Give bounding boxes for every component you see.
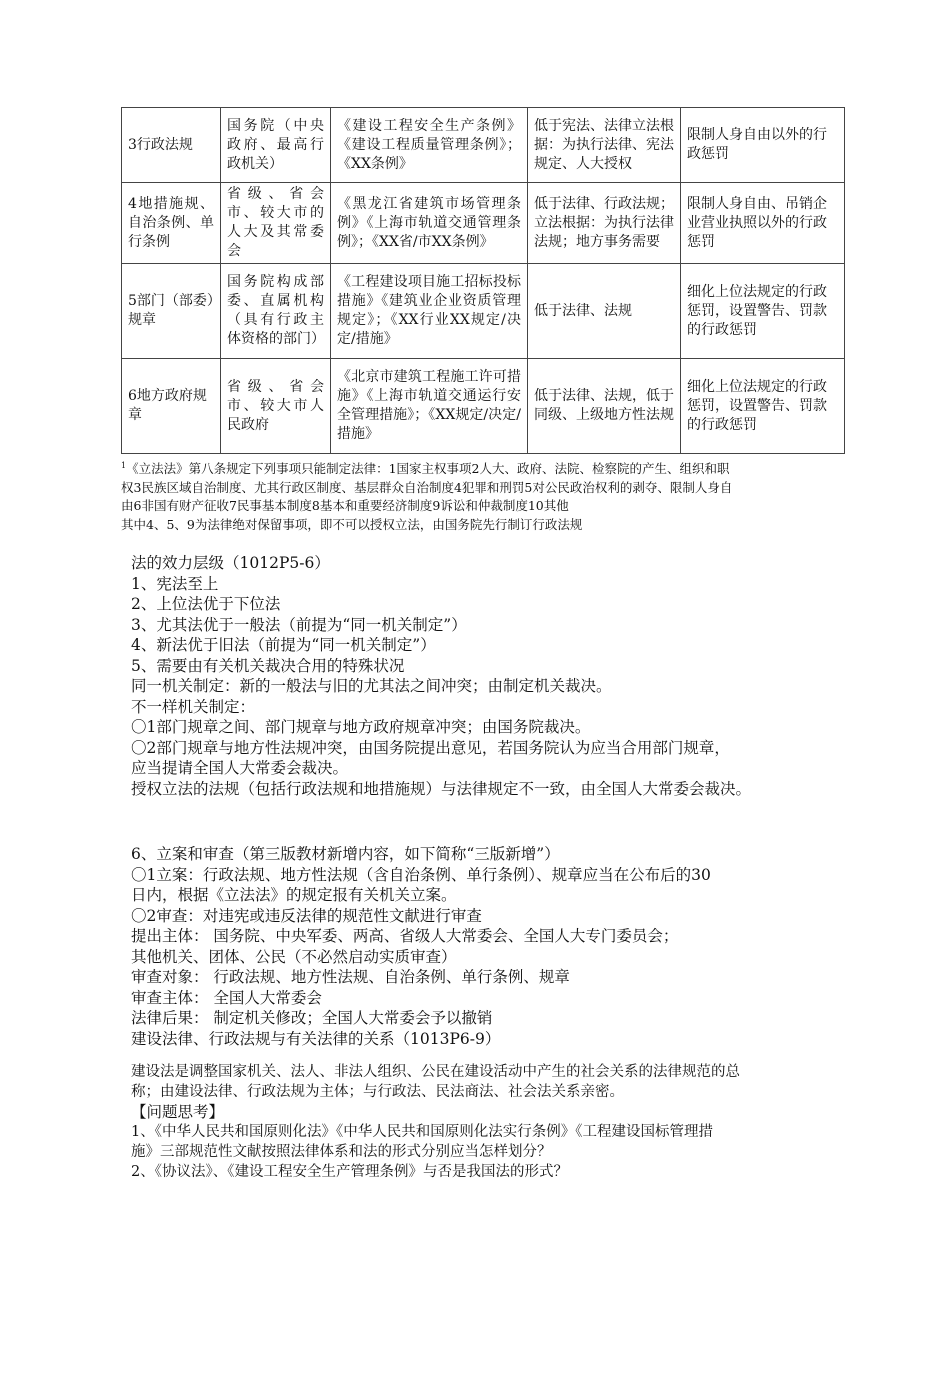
position-cell: 低于法律、法规，低于同级、上级地方性法规 xyxy=(528,359,681,454)
paragraph: 其他机关、团体、公民（不必然启动实质审查） xyxy=(131,947,457,966)
filing-review-section xyxy=(131,844,861,1049)
table-row xyxy=(122,359,845,454)
law-name-cell: 5部门（部委）规章 xyxy=(122,264,221,359)
paragraph: 提出主体： 国务院、中央军委、两高、省级人大常委会、全国人大专门委员会； xyxy=(131,927,679,945)
paragraph: 〇1部门规章之间、部门规章与地方政府规章冲突；由国务院裁决。 xyxy=(131,718,591,736)
section-heading: 建设法律、行政法规与有关法律的关系（1013P6-9） xyxy=(131,1029,501,1048)
paragraph: 称；由建设法律、行政法规为主体；与行政法、民法商法、社会法关系亲密。 xyxy=(131,1084,624,1100)
position-cell: 低于法律、行政法规；立法根据：为执行法律法规；地方事务需要 xyxy=(528,183,681,264)
list-item: 3、尤其法优于一般法（前提为“同一机关制定”） xyxy=(131,615,467,634)
paragraph: 〇2部门规章与地方性法规冲突，由国务院提出意见，若国务院认为应当合用部门规章， xyxy=(131,738,730,757)
list-item: 2、上位法优于下位法 xyxy=(131,595,281,613)
paragraph: 〇2审查：对违宪或违反法律的规范性文献进行审查 xyxy=(131,906,482,925)
question: 1、《中华人民共和国原则化法》《中华人民共和国原则化法实行条例》《工程建设国标管理措 xyxy=(131,1124,713,1140)
enacting-organ-cell: 省级、省会市、较大市的人大及其常委会 xyxy=(221,183,331,264)
examples-cell: 《黑龙江省建筑市场管理条例》《上海市轨道交通管理条例》；《XX省/市XX条例》 xyxy=(331,183,528,264)
law-forms-table xyxy=(121,107,845,454)
table-row xyxy=(122,264,845,359)
list-item: 5、需要由有关机关裁决合用的特殊状况 xyxy=(131,656,405,675)
footnote-mark: 1 xyxy=(121,461,127,470)
footnote-line: $^1$《立法法》第八条规定下列事项只能制定法律：1国家主权事项2人大、政府、法院、检察院的产生、组织和职 xyxy=(121,461,730,477)
footnote-line: 由6非国有财产征收7民事基本制度8基本和重要经济制度9诉讼和仲裁制度10其他 xyxy=(121,498,569,514)
list-item: 4、新法优于旧法（前提为“同一机关制定”） xyxy=(131,636,436,654)
paragraph: 不一样机关制定： xyxy=(131,697,256,716)
footnote-line: 其中4、5、9为法律绝对保留事项，即不可以授权立法，由国务院先行制订行政法规 xyxy=(121,516,583,532)
question: 施》三部规范性文献按照法律体系和法的形式分别应当怎样划分？ xyxy=(131,1144,552,1160)
paragraph: 审查对象： 行政法规、地方性法规、自治条例、单行条例、规章 xyxy=(131,968,570,986)
paragraph: 建设法是调整国家机关、法人、非法人组织、公民在建设活动中产生的社会关系的法律规范的总 xyxy=(131,1064,740,1080)
examples-cell: 《建设工程安全生产条例》《建设工程质量管理条例》；《XX条例》 xyxy=(331,108,528,183)
section-heading: 6、立案和审查（第三版教材新增内容，如下简称“三版新增”） xyxy=(131,845,560,863)
position-cell: 低于宪法、法律立法根据：为执行法律、宪法规定、人大授权 xyxy=(528,108,681,183)
paragraph: 日内，根据《立法法》的规定报有关机关立案。 xyxy=(131,886,457,904)
examples-cell: 《北京市建筑工程施工许可措施》《上海市轨道交通运行安全管理措施》；《XX规定/决定/措施》 xyxy=(331,359,528,454)
penalty-cell: 细化上位法规定的行政惩罚，设置警告、罚款的行政惩罚 xyxy=(681,264,845,359)
paragraph: 法律后果： 制定机关修改；全国人大常委会予以撤销 xyxy=(131,1009,493,1027)
penalty-cell: 限制人身自由、吊销企业营业执照以外的行政惩罚 xyxy=(681,183,845,264)
enacting-organ-cell: 省级、省会市、较大市人民政府 xyxy=(221,359,331,454)
section-heading: 【问题思考】 xyxy=(131,1103,225,1121)
penalty-cell: 限制人身自由以外的行政惩罚 xyxy=(681,108,845,183)
paragraph: 授权立法的法规（包括行政法规和地措施规）与法律规定不一致，由全国人大常委会裁决。 xyxy=(131,779,752,798)
hierarchy-section xyxy=(131,553,861,799)
paragraph: 〇1立案：行政法规、地方性法规（含自治条例、单行条例）、规章应当在公布后的30 xyxy=(131,865,711,884)
enacting-organ-cell: 国务院（中央政府、最高行政机关） xyxy=(221,108,331,183)
law-name-cell: 4地措施规、自治条例、单行条例 xyxy=(122,183,221,264)
paragraph: 同一机关制定：新的一般法与旧的尤其法之间冲突；由制定机关裁决。 xyxy=(131,677,612,695)
examples-cell: 《工程建设项目施工招标投标措施》《建筑业企业资质管理规定》；《XX行业XX规定/决定/措施》 xyxy=(331,264,528,359)
section-heading: 法的效力层级（1012P5-6） xyxy=(131,554,330,572)
enacting-organ-cell: 国务院构成部委、直属机构（具有行政主体资格的部门） xyxy=(221,264,331,359)
law-name-cell: 6地方政府规章 xyxy=(122,359,221,454)
paragraph: 审查主体： 全国人大常委会 xyxy=(131,988,322,1007)
relation-section xyxy=(131,1062,861,1182)
table-row xyxy=(122,108,845,183)
law-name-cell: 3行政法规 xyxy=(122,108,221,183)
position-cell: 低于法律、法规 xyxy=(528,264,681,359)
list-item: 1、宪法至上 xyxy=(131,574,219,593)
paragraph: 应当提请全国人大常委会裁决。 xyxy=(131,759,349,777)
footnote-line: 权3民族区域自治制度、尤其行政区制度、基层群众自治制度4犯罪和刑罚5对公民政治权利的剥夺、限制人身自 xyxy=(121,479,733,495)
question: 2、《协议法》、《建设工程安全生产管理条例》与否是我国法的形式？ xyxy=(131,1164,568,1180)
table-row xyxy=(122,183,845,264)
footnote xyxy=(121,457,851,534)
penalty-cell: 细化上位法规定的行政惩罚，设置警告、罚款的行政惩罚 xyxy=(681,359,845,454)
